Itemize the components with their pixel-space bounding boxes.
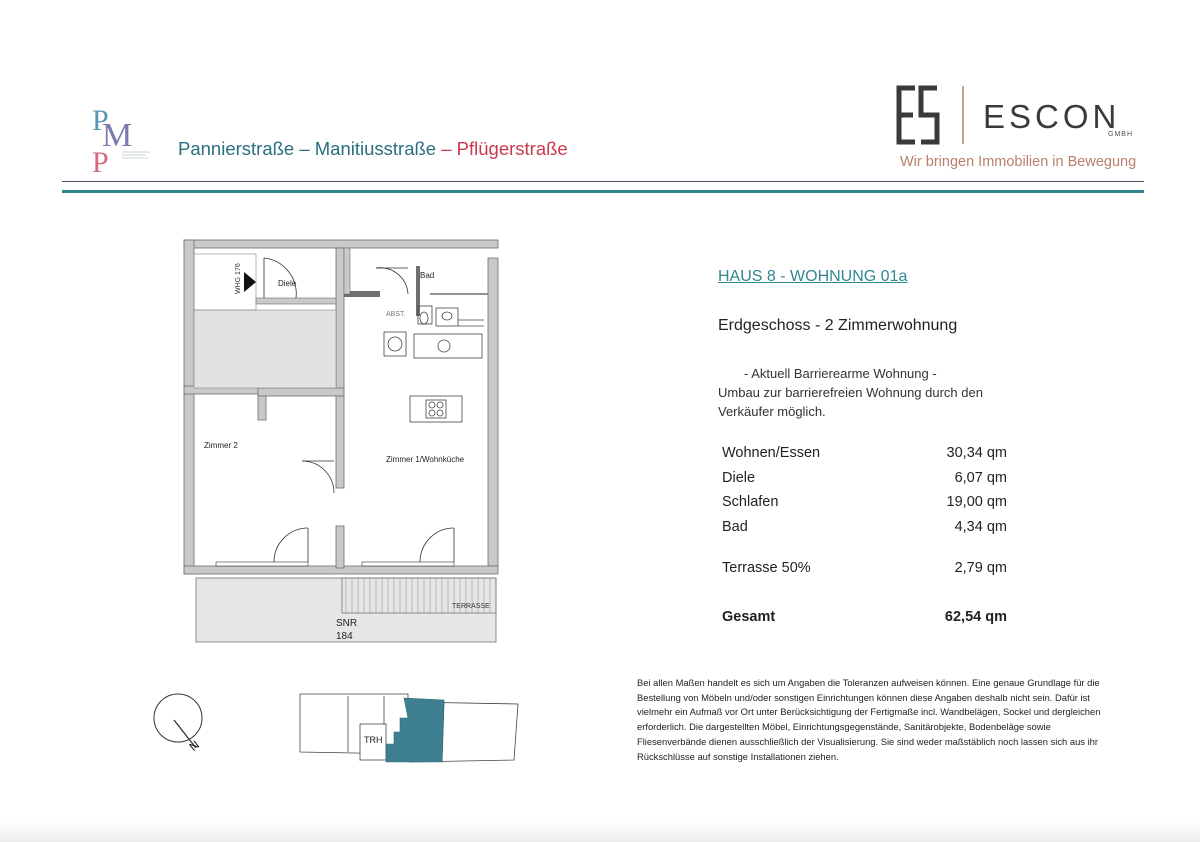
accessibility-note-detail: Umbau zur barrierefreien Wohnung durch den Verkäufer möglich. bbox=[718, 385, 983, 419]
plan-label-snr: SNR bbox=[336, 618, 358, 629]
room-area: 30,34 qm bbox=[946, 445, 1007, 461]
plan-label-diele: Diele bbox=[278, 279, 297, 288]
room-name: Wohnen/Essen bbox=[722, 445, 821, 461]
plan-label-zimmer2: Zimmer 2 bbox=[204, 441, 238, 450]
room-area: 19,00 qm bbox=[946, 494, 1007, 510]
street-heading-accent: – Pflügerstraße bbox=[436, 138, 568, 159]
plan-label-abst: ABST. bbox=[386, 311, 406, 318]
terrace-area: 2,79 qm bbox=[954, 560, 1007, 576]
room-area-table bbox=[722, 445, 1007, 633]
room-name: Bad bbox=[722, 518, 748, 535]
room-area: 4,34 qm bbox=[954, 518, 1007, 535]
room-row bbox=[722, 470, 1007, 495]
room-row bbox=[722, 519, 1007, 544]
accessibility-note-line1: - Aktuell Barrierearme Wohnung - bbox=[744, 366, 937, 381]
unit-subtitle: Erdgeschoss - 2 Zimmerwohnung bbox=[718, 317, 958, 334]
pm-logo bbox=[88, 100, 158, 180]
total-name: Gesamt bbox=[722, 608, 776, 625]
entrance-arrow-icon bbox=[244, 272, 256, 292]
total-area: 62,54 qm bbox=[944, 608, 1007, 625]
terrace-name: Terrasse 50% bbox=[722, 560, 811, 576]
header-rule-thin bbox=[62, 181, 1144, 182]
escon-separator bbox=[962, 86, 964, 144]
plan-label-whg: WHG 176 bbox=[235, 263, 242, 294]
site-plan bbox=[150, 688, 530, 770]
escon-wordmark: ESCON bbox=[983, 98, 1121, 135]
total-row bbox=[722, 609, 1007, 634]
unit-title: HAUS 8 - WOHNUNG 01a bbox=[718, 268, 908, 285]
compass-icon bbox=[154, 694, 202, 754]
room-row bbox=[722, 494, 1007, 519]
plan-label-bad: Bad bbox=[420, 271, 435, 280]
terrace-row bbox=[722, 560, 1007, 585]
svg-text:M: M bbox=[102, 117, 133, 154]
site-label-trh: TRH bbox=[364, 735, 383, 745]
escon-gmbh: GMBH bbox=[1108, 131, 1133, 138]
north-label: N bbox=[186, 737, 203, 754]
room-area: 6,07 qm bbox=[954, 469, 1007, 486]
company-slogan: Wir bringen Immobilien in Bewegung bbox=[900, 154, 1137, 170]
floor-plan bbox=[180, 236, 500, 648]
street-heading-main: Pannierstraße – Manitiusstraße bbox=[178, 138, 437, 159]
room-row bbox=[722, 445, 1007, 470]
accessibility-note bbox=[718, 364, 1028, 421]
svg-text:P: P bbox=[92, 146, 109, 179]
street-heading bbox=[178, 138, 568, 160]
plan-label-zimmer1: Zimmer 1/Wohnküche bbox=[386, 455, 465, 464]
escon-logo-mark bbox=[893, 84, 943, 146]
plan-label-snr-number: 184 bbox=[336, 631, 353, 642]
svg-text:P: P bbox=[92, 104, 109, 137]
room-name: Diele bbox=[722, 469, 756, 486]
page-bottom-shadow bbox=[0, 822, 1200, 842]
plan-label-terrasse: TERRASSE bbox=[452, 603, 490, 610]
room-name: Schlafen bbox=[722, 494, 779, 510]
disclaimer: Bei allen Maßen handelt es sich um Angaben die Toleranzen aufweisen können. Eine genaue Grundlage für die Bestellung von Möbeln und/oder sonstigen Einrichtungen können diese Angaben deshalb nicht sein. Dafür ist vielmehr ein Aufmaß vor Ort unter Berücksichtigung der Fertigmaße incl. Wandbelägen, Sockel und dergleichen erforderlich. Die dargestellten Möbel, Einrichtungsgegenstände, Sanitärobjekte, Bodenbeläge sowie Fliesenverbände dienen ausschließlich der Visualisierung. Sie sind weder maßstäblich noch lassen sich aus ihr Rückschlüsse auf sonstige Installationen ziehen. bbox=[637, 677, 1101, 762]
header-rule-thick bbox=[62, 190, 1144, 193]
